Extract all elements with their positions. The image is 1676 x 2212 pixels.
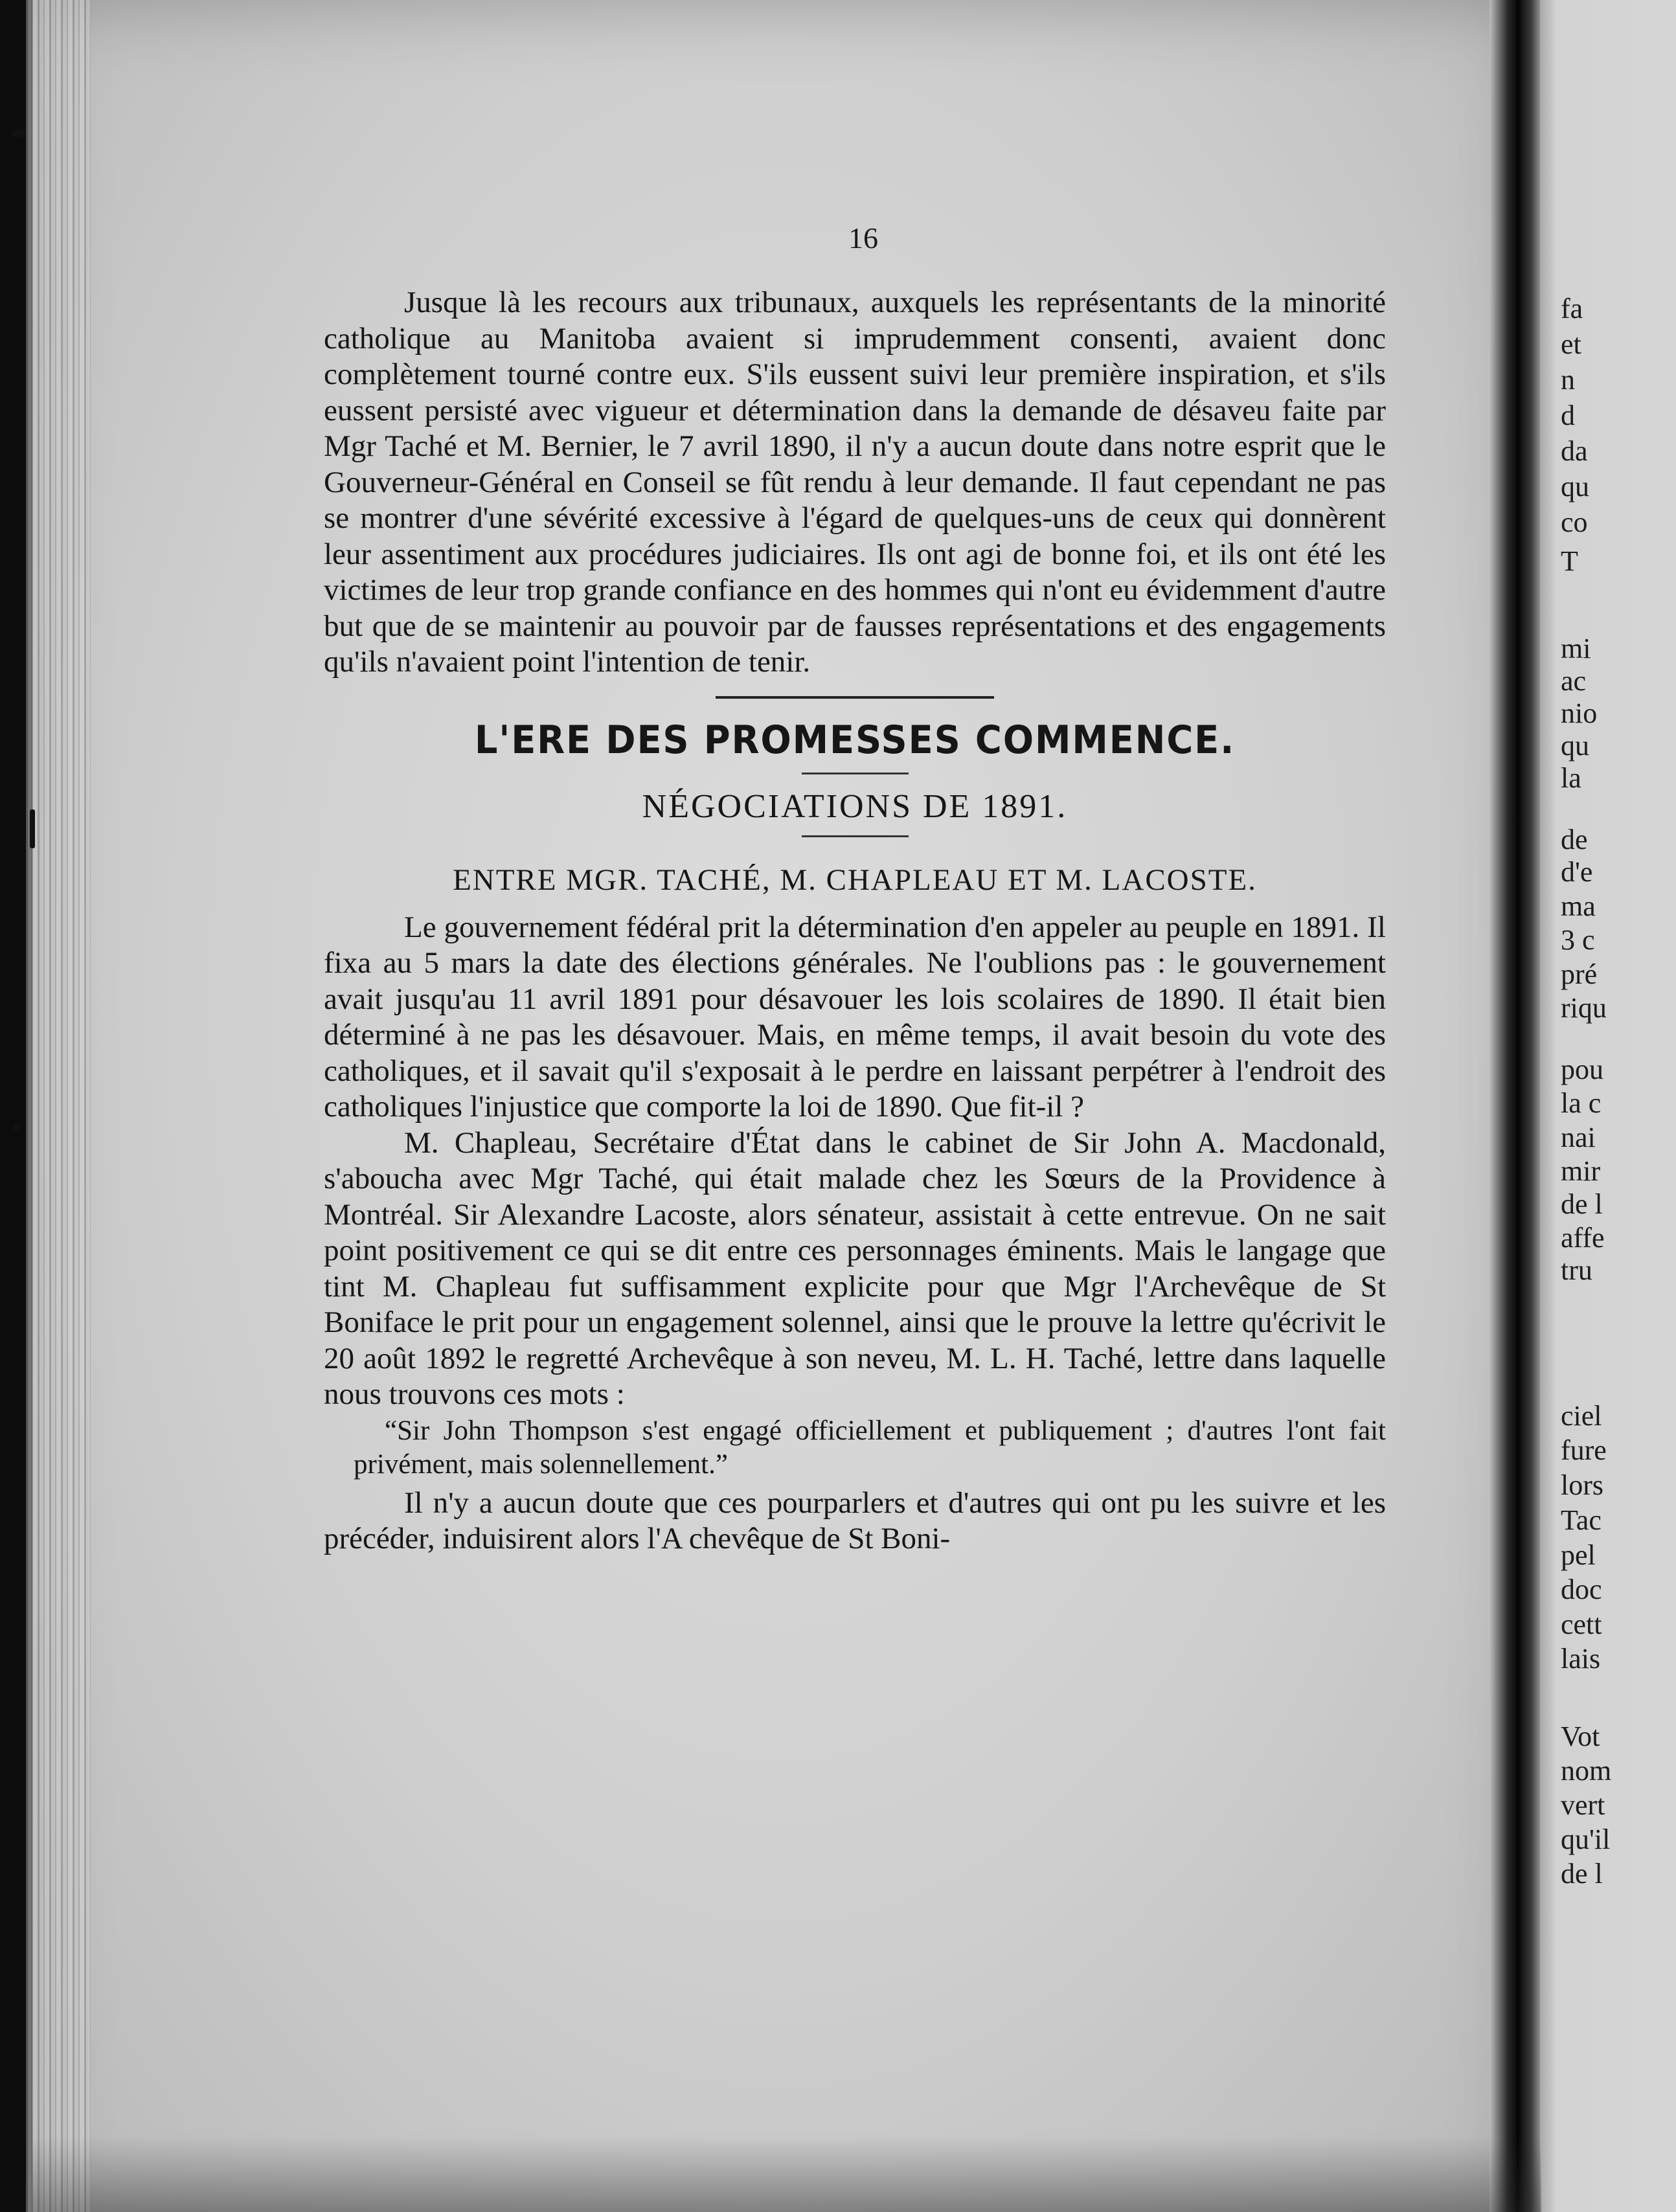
subtitle-rule (802, 835, 909, 837)
facing-page-text: riqu (1561, 992, 1607, 1024)
facing-page-text: qu (1561, 471, 1589, 502)
facing-page-text: 3 c (1561, 924, 1595, 956)
facing-page-text: pel (1561, 1539, 1596, 1571)
facing-page-text: Vot (1561, 1721, 1600, 1752)
facing-page-text: Tac (1561, 1504, 1602, 1536)
facing-page-text: ciel (1561, 1400, 1602, 1432)
block-quote: “Sir John Thompson s'est engagé officiellement et publiquement ; d'autres l'ont fait privément, mais solennellement.” (354, 1415, 1386, 1480)
scan-speck (30, 809, 35, 848)
title-rule (802, 773, 909, 774)
facing-page-text: ma (1561, 890, 1596, 922)
facing-page-text: qu (1561, 730, 1589, 762)
facing-page-text: cett (1561, 1608, 1602, 1640)
section-title: L'ERE DES PROMESSES COMMENCE. (474, 717, 1236, 763)
subtitle-participants: ENTRE MGR. TACHÉ, M. CHAPLEAU ET M. LACOSTE. (453, 863, 1257, 897)
paragraph-intro: Jusque là les recours aux tribunaux, auxquels les représentants de la minorité catholique au Manitoba avaient si imprudemment consenti, avaient donc complètement tourné contre eux. S'ils eussent suivi leur première inspiration, et s'ils eussent persisté avec vigueur et détermination dans la demande de désaveu faite par Mgr Taché et M. Bernier, le 7 avril 1890, il n'y a aucun doute dans notre esprit que le Gouverneur-Général en Conseil se fût rendu à leur demande. Il faut cependant ne pas se montrer d'une sévérité excessive à l'égard de quelques-uns de ceux qui donnèrent leur assentiment aux procédures judiciaires. Ils ont agi de bonne foi, et ils ont été les victimes de leur trop grande confiance en des hommes qui n'ont eu évidemment d'autre but que de se maintenir au pouvoir par de fausses représentations et des engagements qu'ils n'avaient point l'intention de tenir. (324, 286, 1386, 679)
facing-page-text: d'e (1561, 856, 1593, 888)
facing-page-text: n (1561, 364, 1575, 396)
facing-page-text: de l (1561, 1188, 1603, 1220)
facing-page-text: pré (1561, 958, 1598, 990)
facing-page-text: mir (1561, 1155, 1601, 1187)
facing-page-text: nai (1561, 1122, 1596, 1153)
facing-page-text: nio (1561, 697, 1598, 729)
facing-page-text: co (1561, 506, 1588, 538)
paragraph-final: Il n'y a aucun doute que ces pourparlers et d'autres qui ont pu les suivre et les précéder, induisirent alors l'A chevêque de St Boni- (324, 1485, 1386, 1555)
facing-page-text: vert (1561, 1789, 1605, 1821)
facing-page-text: lais (1561, 1643, 1601, 1675)
facing-page-text: lors (1561, 1469, 1603, 1501)
page-number: 16 (848, 221, 878, 254)
scan-speck (13, 1123, 21, 1131)
book-gutter (1489, 0, 1541, 2212)
facing-page-text: nom (1561, 1755, 1612, 1787)
facing-page-text: qu'il (1561, 1823, 1611, 1855)
paragraph-election: Le gouvernement fédéral prit la détermination d'en appeler au peuple en 1891. Il fixa au 5 mars la date des élections générales. Ne l'oublions pas : le gouvernement avait jusqu'au 11 avril 1891 pour désavouer les lois scolaires de 1890. Il était bien déterminé à ne pas les désavouer. Mais, en même temps, il avait besoin du vote des catholiques, et il savait qu'il s'exposait à le perdre en laissant perpétrer à l'endroit des catholiques l'injustice que comporte la loi de 1890. Que fit-il ? (324, 910, 1386, 1123)
facing-page-text: fure (1561, 1434, 1607, 1466)
facing-page-text: ac (1561, 665, 1587, 697)
facing-page-text: pou (1561, 1054, 1603, 1085)
section-divider (716, 696, 994, 699)
facing-page-text: da (1561, 435, 1588, 467)
facing-page-text: la (1561, 762, 1581, 794)
facing-page-text: mi (1561, 633, 1591, 664)
facing-page-text: et (1561, 328, 1581, 360)
facing-page-text: la c (1561, 1087, 1602, 1119)
facing-page-text: affe (1561, 1222, 1605, 1254)
facing-page-text: fa (1561, 293, 1583, 324)
facing-page-text: tru (1561, 1254, 1592, 1286)
facing-page-text: doc (1561, 1574, 1602, 1605)
paragraph-chapleau: M. Chapleau, Secrétaire d'État dans le cabinet de Sir John A. Macdonald, s'aboucha avec Mgr Taché, qui était malade chez les Sœurs de la Providence à Montréal. Sir Alexandre Lacoste, alors sénateur, assistait à cette entrevue. On ne sait point positivement ce qui se dit entre ces personnages éminents. Mais le langage que tint M. Chapleau fut suffisamment explicite pour que Mgr l'Archevêque de St Boniface le prit pour un engagement solennel, ainsi que le prouve la lettre qu'écrivit le 20 août 1892 le regretté Archevêque à son neveu, M. L. H. Taché, lettre dans laquelle nous trouvons ces mots : (324, 1125, 1386, 1411)
facing-page-text: d (1561, 400, 1575, 431)
page-content (324, 214, 1386, 1557)
subtitle-negotiations: NÉGOCIATIONS DE 1891. (642, 787, 1068, 825)
scan-speck (12, 130, 26, 137)
facing-page-text: T (1561, 545, 1578, 577)
facing-page-text: de (1561, 824, 1588, 855)
page-bottom-shadow (32, 2137, 1541, 2212)
page-edges (26, 0, 91, 2212)
facing-page-text: de l (1561, 1858, 1603, 1890)
